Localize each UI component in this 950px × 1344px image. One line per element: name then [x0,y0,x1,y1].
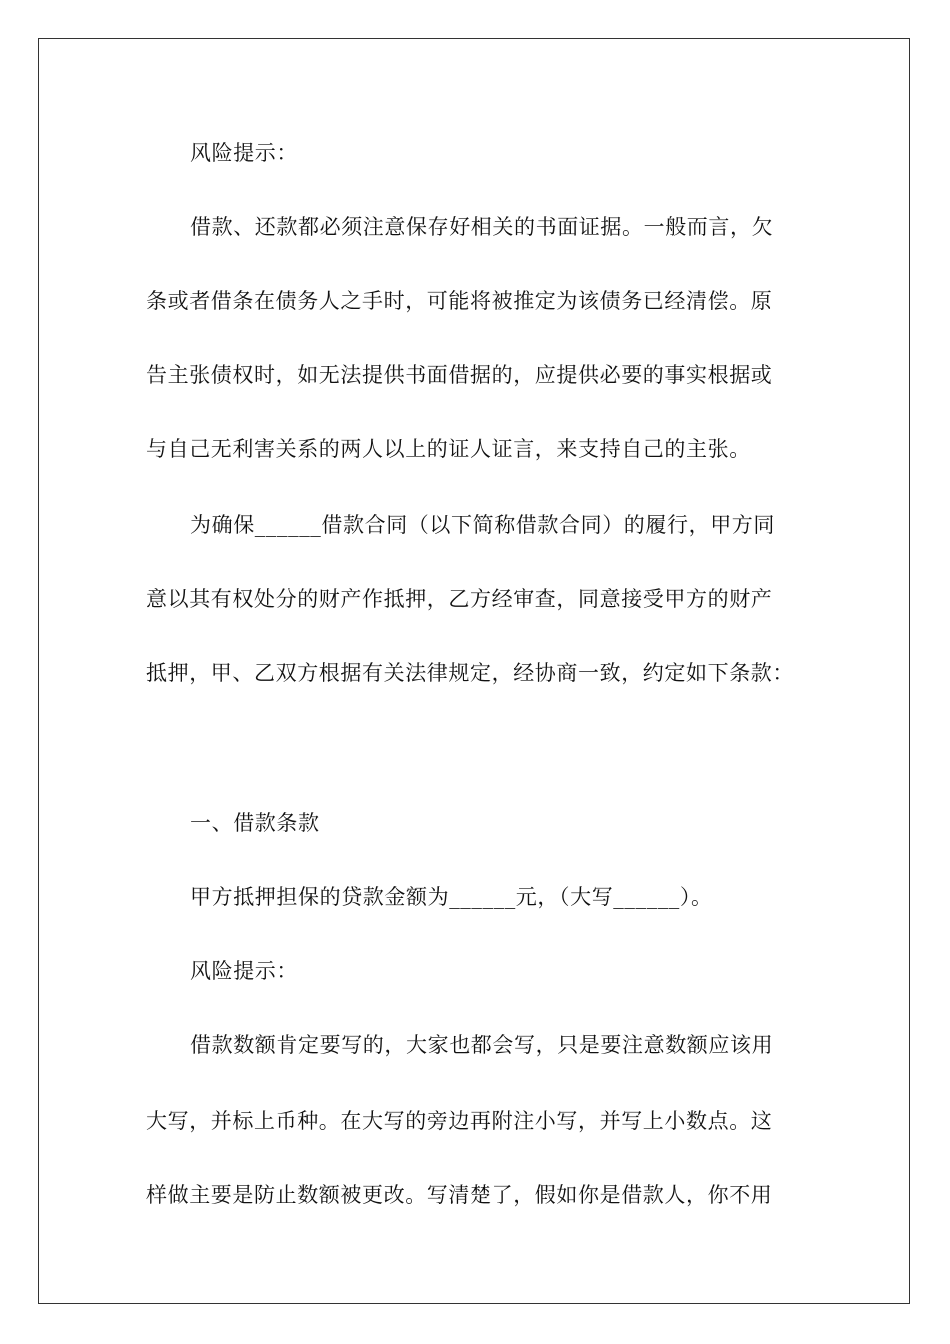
risk-notice-heading: 风险提示： [190,959,298,983]
paragraph-line: 与自己无利害关系的两人以上的证人证言，来支持自己的主张。 [146,437,751,461]
section-heading: 一、借款条款 [190,811,320,835]
paragraph-line: 告主张债权时，如无法提供书面借据的，应提供必要的事实根据或 [146,363,773,387]
paragraph-line: 意以其有权处分的财产作抵押，乙方经审查，同意接受甲方的财产 [146,587,773,611]
paragraph-line: 抵押，甲、乙双方根据有关法律规定，经协商一致，约定如下条款： [146,661,794,685]
paragraph-line: 大写，并标上币种。在大写的旁边再附注小写，并写上小数点。这 [146,1109,773,1133]
paragraph-line: 借款、还款都必须注意保存好相关的书面证据。一般而言，欠 [190,215,774,239]
paragraph-line: 借款数额肯定要写的，大家也都会写，只是要注意数额应该用 [190,1033,774,1057]
paragraph-line: 甲方抵押担保的贷款金额为______元，（大写______）。 [190,885,713,909]
paragraph-line: 条或者借条在债务人之手时，可能将被推定为该债务已经清偿。原 [146,289,773,313]
paragraph-line: 样做主要是防止数额被更改。写清楚了，假如你是借款人，你不用 [146,1183,773,1207]
risk-notice-heading: 风险提示： [190,141,298,165]
paragraph-line: 为确保______借款合同（以下简称借款合同）的履行，甲方同 [190,513,775,537]
